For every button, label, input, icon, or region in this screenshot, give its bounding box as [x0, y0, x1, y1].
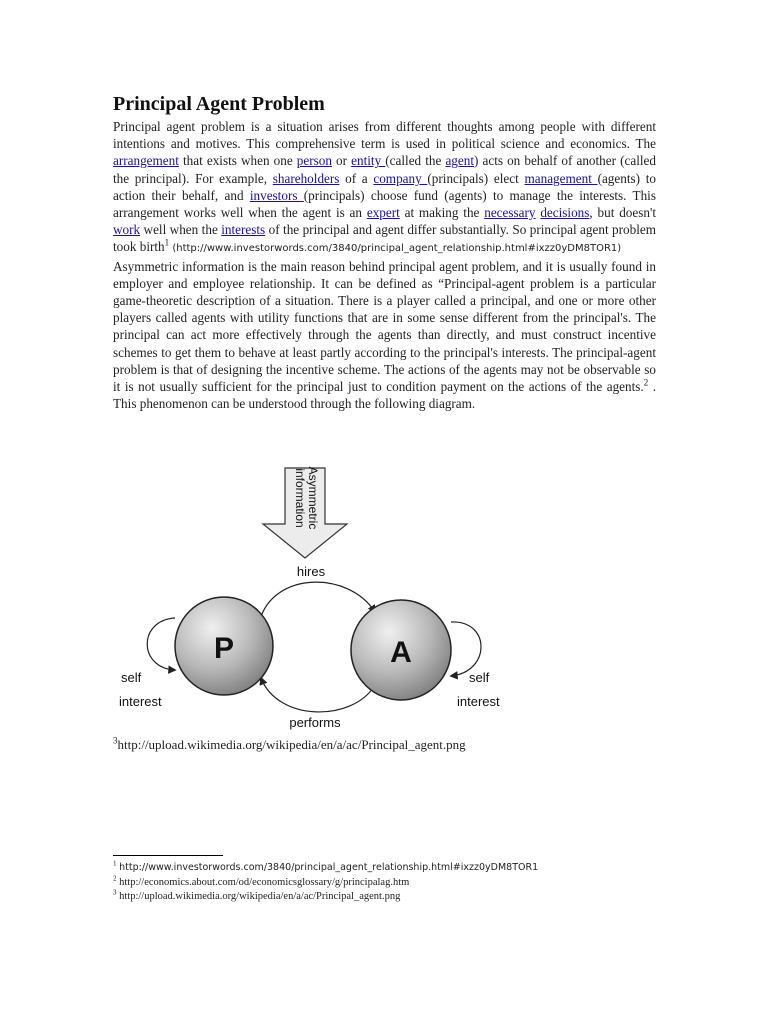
- link-company[interactable]: company: [373, 170, 428, 186]
- diagram-caption: [113, 737, 466, 753]
- footnote-text: http://upload.wikimedia.org/wikipedia/en/a/ac/Principal_agent.png: [119, 891, 401, 902]
- self-loop-right: [451, 622, 481, 676]
- link-management[interactable]: management: [524, 170, 598, 186]
- link-investors[interactable]: investors: [249, 187, 304, 203]
- link-expert[interactable]: expert: [366, 205, 400, 221]
- self-label-left: self: [121, 670, 142, 685]
- footnote-ref-2[interactable]: 2: [643, 377, 649, 388]
- link-arrangement[interactable]: arrangement: [113, 153, 179, 169]
- text-run: . This phenomenon can be understood through the following diagram.: [113, 379, 656, 412]
- footnote-number: 2: [113, 874, 117, 882]
- arrow-label-line2: information: [293, 468, 307, 528]
- intro-paragraph: [113, 118, 656, 258]
- performs-arrow: [261, 678, 375, 712]
- interest-label-right: interest: [457, 694, 500, 709]
- link-necessary[interactable]: necessary: [484, 205, 536, 221]
- text-run: of the principal and agent differ substantially. So principal agent problem took birth: [113, 222, 656, 255]
- document-page: [113, 92, 656, 412]
- text-run: ) acts on behalf of another (called the principal). For example,: [113, 153, 656, 186]
- footnotes: [113, 861, 538, 905]
- text-run: (principals) choose fund (agents) to manage the interests. This arrangement works well when the agent is an: [113, 187, 656, 221]
- interest-label-left: interest: [119, 694, 162, 709]
- self-loop-left: [147, 618, 175, 670]
- caption-ref: 3: [113, 735, 118, 746]
- footnote-number: 3: [113, 888, 117, 897]
- text-run: well when the: [140, 222, 222, 238]
- footnote-ref-1[interactable]: 1: [164, 238, 170, 249]
- link-person[interactable]: person: [296, 153, 332, 169]
- agent-label: A: [390, 636, 412, 669]
- hires-arrow: [260, 582, 375, 620]
- text-run: Principal agent problem is a situation arises from different thoughts among people with different intentions and motives. This comprehensive term is used in political science and economics. The: [113, 119, 656, 152]
- asymmetric-paragraph: [113, 258, 656, 413]
- footnote-number: 1: [113, 859, 117, 868]
- text-run: , but doesn't: [589, 205, 657, 221]
- footnote-divider: [113, 855, 223, 856]
- hires-label: hires: [296, 564, 326, 579]
- link-agent[interactable]: agent: [445, 153, 474, 169]
- arrow-label-line1: Asymmetric: [306, 466, 320, 530]
- footnote-2: [113, 876, 538, 891]
- page-title: Principal Agent Problem: [113, 93, 325, 115]
- link-entity[interactable]: entity: [351, 153, 386, 169]
- footnote-text: http://economics.about.com/od/economicsglossary/g/principalag.htm: [119, 876, 410, 888]
- caption-url: http://upload.wikimedia.org/wikipedia/en/a/ac/Principal_agent.png: [117, 737, 466, 752]
- link-decisions[interactable]: decisions: [540, 205, 590, 221]
- footnote-3: [113, 890, 538, 905]
- text-run: of a: [339, 170, 374, 186]
- performs-label: performs: [289, 715, 341, 730]
- principal-agent-diagram: [113, 460, 533, 740]
- text-run: or: [331, 153, 352, 169]
- principal-label: P: [213, 632, 235, 665]
- link-interests[interactable]: interests: [221, 222, 266, 238]
- text-run: (principals) elect: [427, 170, 525, 186]
- source-url: (http://www.investorwords.com/3840/principal_agent_relationship.html#ixzz0yDM8TOR1): [169, 243, 622, 255]
- footnote-1: [113, 861, 538, 876]
- self-label-right: self: [469, 670, 490, 685]
- footnote-text: http://www.investorwords.com/3840/principal_agent_relationship.html#ixzz0yDM8TOR1: [119, 862, 539, 873]
- text-run: that exists when one: [178, 153, 297, 169]
- text-run: Asymmetric information is the main reason behind principal agent problem, and it is usually found in employer and employee relationship. It can be defined as “Principal-agent problem is a particular game-theoretic description of a situation. There is a player called a principal, and one or more other players called agents with utility functions that are in some sense different from the principal's. The principal can act more effectively through the agents than directly, and must construct incentive schemes to get them to behave at least partly according to the principal's interests. The principal-agent problem is that of designing the incentive scheme. The actions of the agents may not be observable so it is not usually sufficient for the principal just to condition payment on the actions of the agents.: [113, 258, 656, 395]
- text-run: (agents) to action their behalf, and: [113, 170, 656, 203]
- link-shareholders[interactable]: shareholders: [272, 170, 340, 186]
- text-run: (called the: [385, 153, 446, 169]
- text-run: at making the: [399, 205, 485, 221]
- link-work[interactable]: work: [113, 222, 141, 238]
